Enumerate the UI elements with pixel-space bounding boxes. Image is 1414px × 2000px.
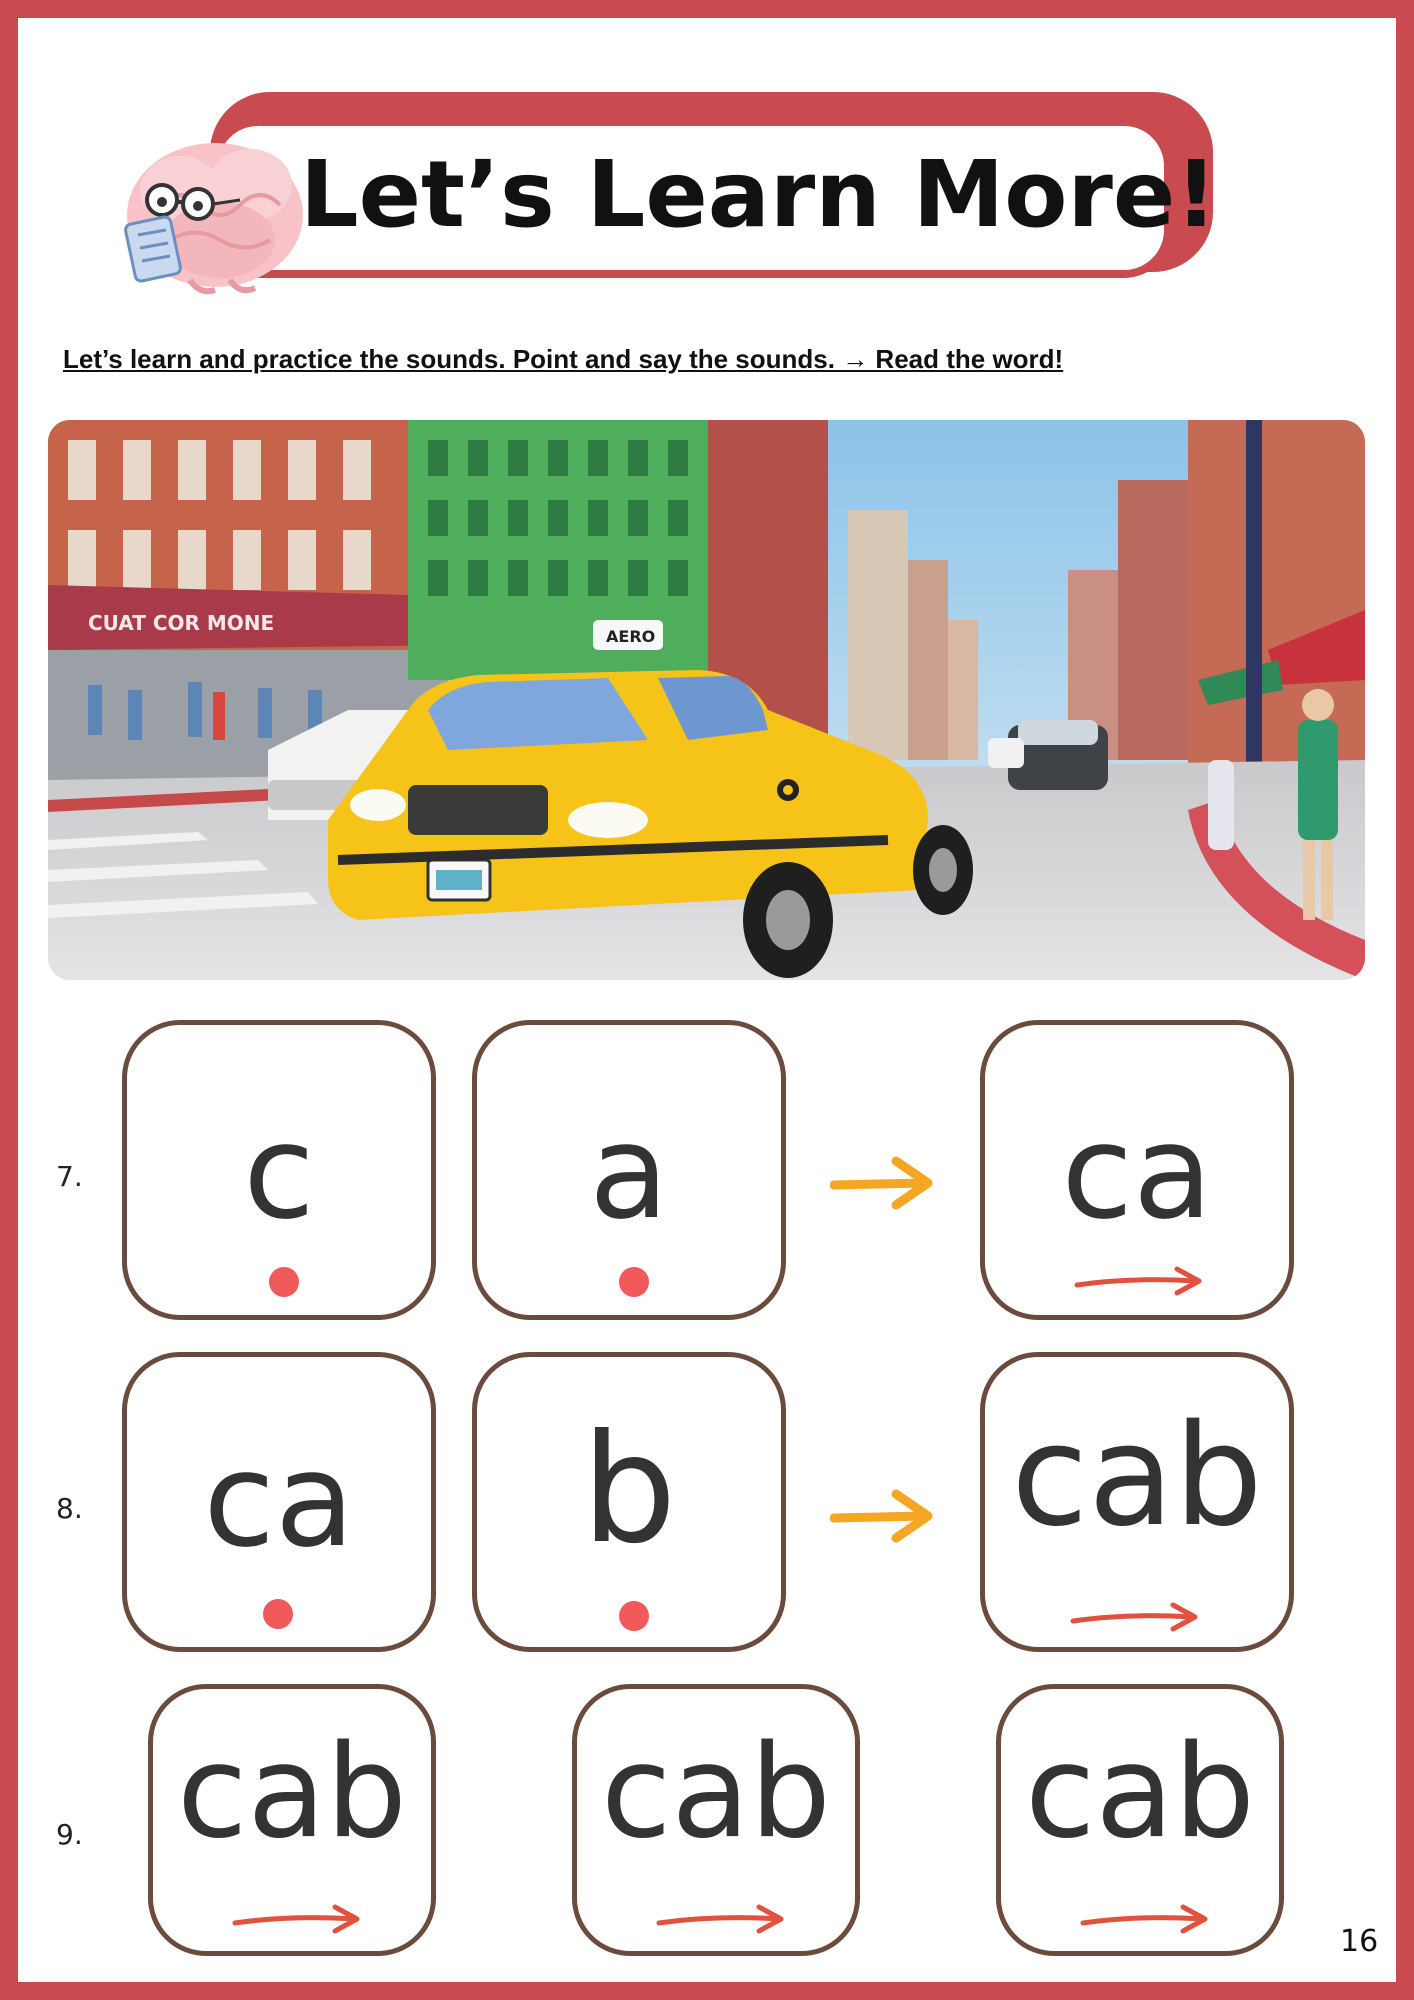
sound-text: c (243, 1096, 315, 1248)
blend-arrow-icon (231, 1901, 365, 1937)
blend-text: cab (1011, 1395, 1263, 1558)
page-title: Let’s Learn More! (300, 141, 1218, 248)
taxi-roof-sign: AERO (606, 627, 656, 646)
blend-arrow-icon (1069, 1599, 1203, 1635)
blend-card[interactable] (980, 1352, 1294, 1652)
instruction-text: Let’s learn and practice the sounds. Point and say the sounds. → Read the word! (63, 344, 1064, 374)
right-arrow-icon (830, 1488, 936, 1544)
blend-card[interactable] (980, 1020, 1294, 1320)
row-number-8: 8. (56, 1492, 83, 1525)
sound-dot (269, 1267, 299, 1297)
sound-text: b (581, 1403, 677, 1577)
sound-card[interactable] (472, 1352, 786, 1652)
sound-dot (263, 1599, 293, 1629)
word-card[interactable] (148, 1684, 436, 1956)
word-text: cab (600, 1718, 832, 1867)
blend-arrow-icon (1073, 1263, 1207, 1299)
taxi-street-illustration (48, 420, 1365, 980)
sound-card[interactable] (472, 1020, 786, 1320)
storefront-sign: CUAT COR MONE (88, 611, 275, 635)
word-text: cab (1024, 1718, 1256, 1867)
word-card[interactable] (572, 1684, 860, 1956)
sound-card[interactable] (122, 1352, 436, 1652)
sound-text: a (589, 1096, 669, 1248)
blend-arrow-icon (1079, 1901, 1213, 1937)
word-card[interactable] (996, 1684, 1284, 1956)
sound-text: ca (203, 1424, 355, 1576)
blend-arrow-icon (655, 1901, 789, 1937)
brain-mascot-icon (100, 120, 315, 305)
row-number-7: 7. (56, 1160, 83, 1193)
row-number-9: 9. (56, 1818, 83, 1851)
page-number: 16 (1340, 1924, 1379, 1959)
right-arrow-icon (830, 1155, 936, 1211)
word-text: cab (176, 1718, 408, 1867)
sound-dot (619, 1601, 649, 1631)
sound-card[interactable] (122, 1020, 436, 1320)
sound-dot (619, 1267, 649, 1297)
blend-text: ca (1061, 1096, 1213, 1248)
